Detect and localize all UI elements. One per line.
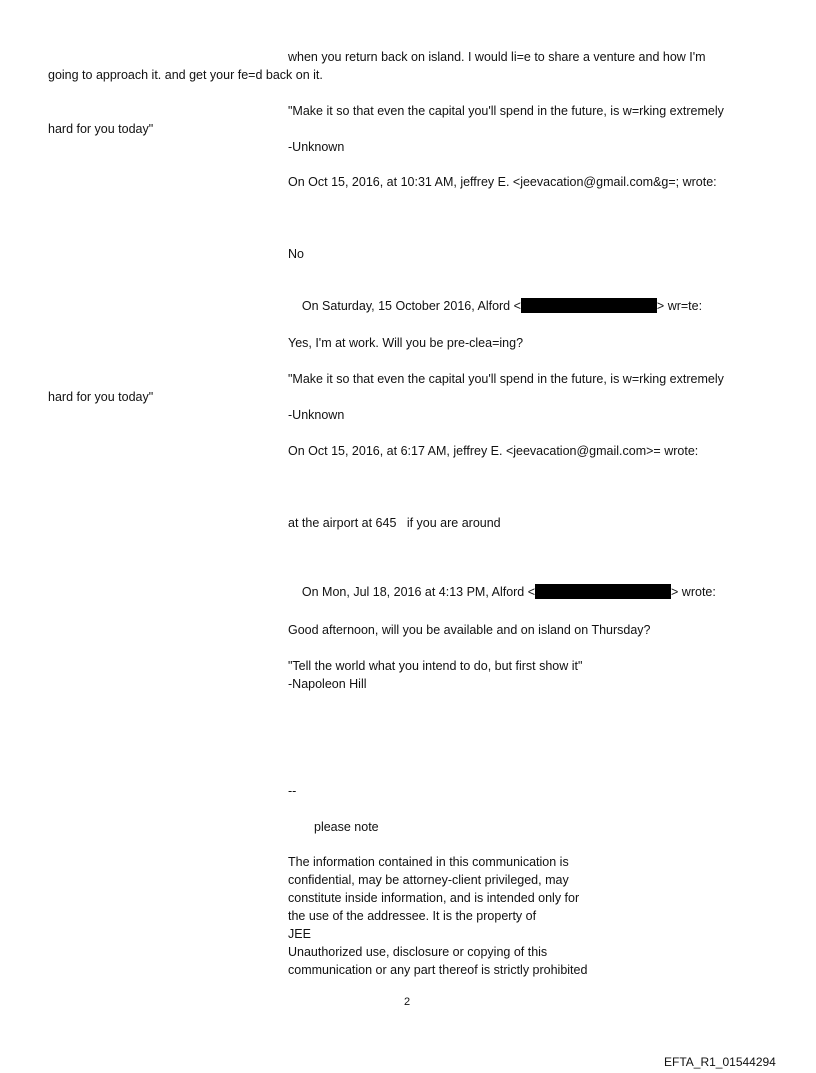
signature-separator: -- [288,784,297,798]
notice-heading: please note [314,820,379,834]
body-line: No [288,247,304,261]
reply-header: On Oct 15, 2016, at 6:17 AM, jeffrey E. <jeevacation@gmail.com>= wrote: [288,444,699,458]
quote-text: hard for you today" [48,390,154,404]
reply-header [288,283,702,329]
body-line: Good afternoon, will you be available and on island on Thursday? [288,623,651,637]
disclaimer-line: Unauthorized use, disclosure or copying of this [288,945,548,959]
disclaimer-line: communication or any part thereof is strictly prohibited [288,963,588,977]
quote-text: "Make it so that even the capital you'll spend in the future, is w=rking extremely [288,372,724,386]
redaction-box [521,298,657,313]
reply-header-prefix: On Mon, Jul 18, 2016 at 4:13 PM, Alford < [301,585,536,599]
reply-header-suffix: > wrote: [671,585,716,599]
reply-header: On Oct 15, 2016, at 10:31 AM, jeffrey E. <jeevacation@gmail.com&g=; wrote: [288,175,717,189]
quote-attribution: -Unknown [288,140,345,154]
reply-header-suffix: > wr=te: [656,299,703,313]
quote-text: "Make it so that even the capital you'll spend in the future, is w=rking extremely [288,104,724,118]
disclaimer-line: confidential, may be attorney-client privileged, may [288,873,569,887]
page-number: 2 [404,996,411,1008]
disclaimer-line: constitute inside information, and is intended only for [288,891,580,905]
quote-attribution: -Unknown [288,408,345,422]
quote-attribution: -Napoleon Hill [288,677,367,691]
quote-text: "Tell the world what you intend to do, but first show it" [288,659,583,673]
body-line: when you return back on island. I would li=e to share a venture and how I'm [288,50,706,64]
body-line: going to approach it. and get your fe=d back on it. [48,68,323,82]
disclaimer-line: the use of the addressee. It is the property of [288,909,537,923]
disclaimer-line: The information contained in this communication is [288,855,569,869]
reply-header-prefix: On Saturday, 15 October 2016, Alford < [301,299,521,313]
quote-text: hard for you today" [48,122,154,136]
body-line: Yes, I'm at work. Will you be pre-clea=ing? [288,336,524,350]
reply-header [288,569,716,615]
redaction-box [535,584,671,599]
body-line: at the airport at 645 if you are around [288,516,501,530]
document-id-footer: EFTA_R1_01544294 [664,1055,776,1069]
disclaimer-line: JEE [288,927,311,941]
